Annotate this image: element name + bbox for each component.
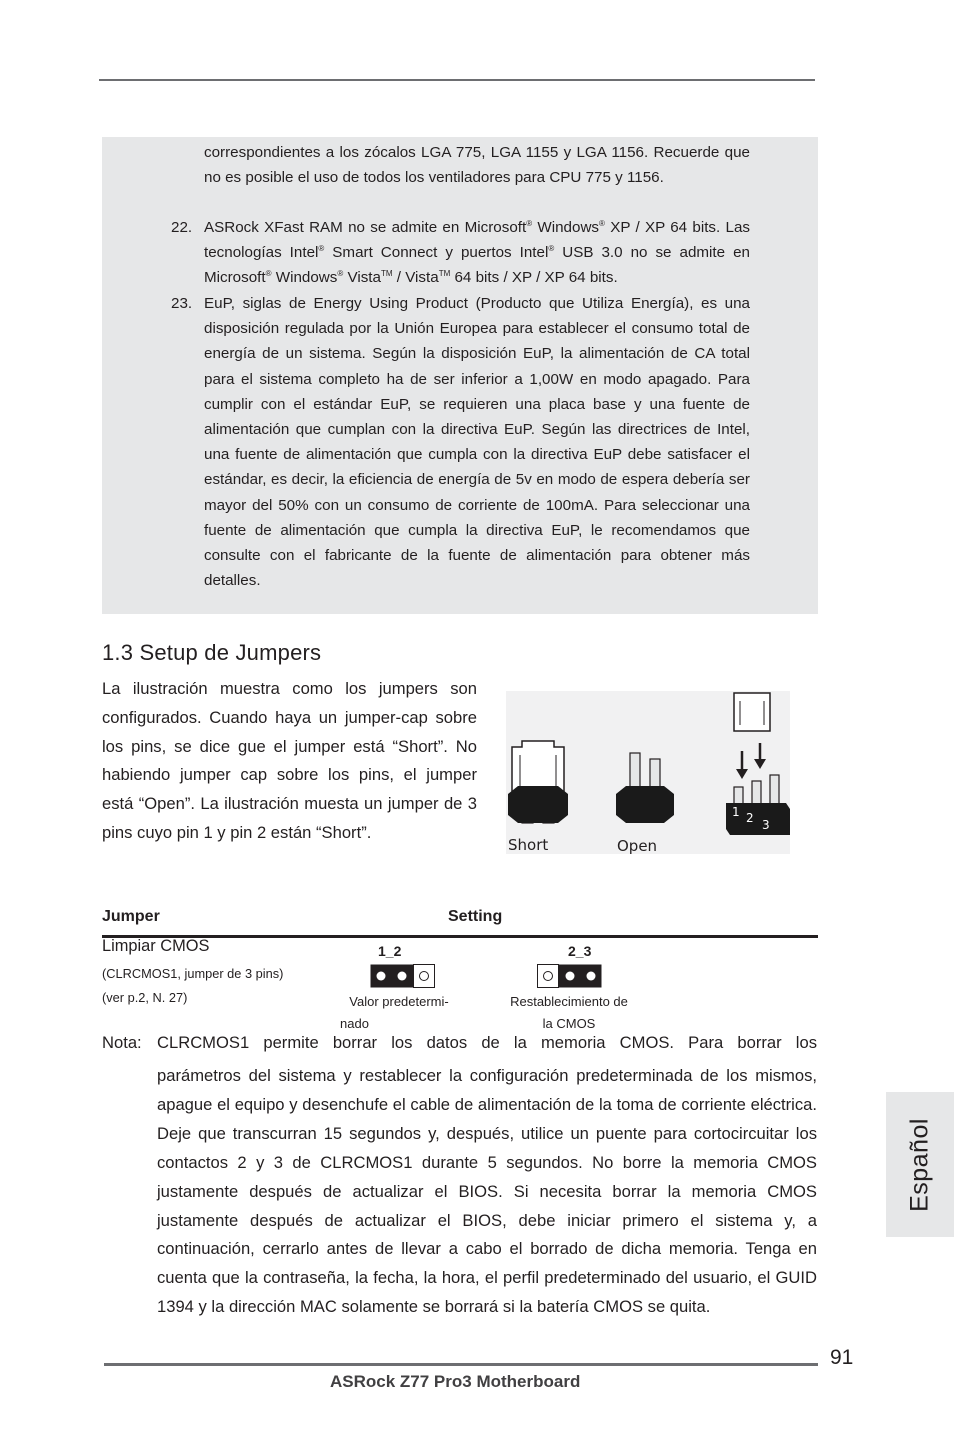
note-continuation: correspondientes a los zócalos LGA 775, LGA 1155 y LGA 1156. Recuerde que no es posible el uso de todos los ventiladores para CPU 775 y 1156.: [204, 144, 750, 187]
setting-2-label: 2_3: [568, 943, 592, 959]
nota-body: parámetros del sistema y restablecer la configuración predeterminada de los mismos, apague el equipo y desenchufe el cable de alimentación de la toma de corriente eléctrica. Deje que transcurran 15 segundos y, después, utilice un puente para cortocircuitar los contactos 2 y 3 de CLRCMOS1 durante 5 segundos. No borre la memoria CMOS justamente después de actualizar el BIOS. Si necesita borrar la memoria CMOS justamente después de actualizar el BIOS, debe iniciar primero el sistema y, a continuación, cerrarlo antes de llevar a cabo el borrado de dicha memoria. Tenga en cuenta que la contraseña, la fecha, la hora, el perfil predeterminado del usuario, el GUID 1394 y la dirección MAC solamente se borrará si la batería CMOS se quita.: [157, 1066, 817, 1317]
setting-1-pins: [370, 964, 436, 988]
pin-number: 3: [762, 818, 770, 832]
jumper-name: Limpiar CMOS: [102, 937, 210, 955]
note-23-number: 23.: [171, 295, 193, 312]
page-number: 91: [830, 1346, 854, 1369]
table-header-setting: Setting: [448, 908, 503, 925]
footer-rule: [104, 1363, 818, 1366]
jumper-illustration: [506, 691, 790, 854]
top-rule: [99, 79, 815, 81]
language-tab-label: Español: [905, 1117, 934, 1212]
table-header-jumper: Jumper: [102, 908, 160, 925]
notes-box: [102, 137, 818, 614]
setting-2-pins: [537, 964, 603, 988]
intro-paragraph: La ilustración muestra como los jumpers son configurados. Cuando haya un jumper-cap sobre los pins, se dice gue el jumper está “Short”. No habiendo jumper cap sobre los pins, el jumper está “Open”. La ilustración muesta un jumper de 3 pins cuyo pin 1 y pin 2 están “Short”.: [102, 679, 477, 842]
jumper-reference: (ver p.2, N. 27): [102, 990, 188, 1005]
note-22-text: ASRock XFast RAM no se admite en Microsoft® Windows® XP / XP 64 bits. Las tecnologías Intel® Smart Connect y puertos Intel® USB 3.0 no se admite en Microsoft® Windows® Vista™ / Vista™ 64 bits / XP / XP 64 bits.: [204, 219, 750, 287]
pin-number: 2: [746, 811, 754, 825]
note-23-text: EuP, siglas de Energy Using Product (Producto que Utiliza Energía), es una disposición regulada por la Unión Europea para establecer el consumo total de energía de un sistema. Según la disposición EuP, la alimentación de CA total para el sistema completo ha de ser inferior a 1,00W en modo apagado. Para cumplir con el estándar EuP, se requieren una placa base y una fuente de alimentación que cumplan con la directiva EuP. Según las directrices de Intel, una fuente de alimentación que cumpla con la directiva EuP debe satisfacer el estándar, es decir, la eficiencia de energía de 5v en modo de espera debería ser mayor del 50% con un consumo de corriente de 100mA. Para seleccionar una fuente de alimentación que cumpla la directiva EuP, le recomendamos que consulte con el fabricante de la fuente de alimentación para obtener más detalles.: [204, 295, 750, 590]
setting-1-label: 1_2: [378, 943, 402, 959]
nota-first-line: CLRCMOS1 permite borrar los datos de la memoria CMOS. Para borrar los: [157, 1033, 817, 1052]
short-label: Short: [508, 836, 549, 854]
pin-number: 1: [732, 805, 740, 819]
note-22-number: 22.: [171, 219, 193, 236]
open-label: Open: [617, 837, 658, 854]
jumper-description: (CLRCMOS1, jumper de 3 pins): [102, 966, 284, 981]
setting-2-caption: Restablecimiento de la CMOS: [510, 994, 628, 1031]
short-jumper-drawing: [508, 741, 568, 823]
nota-label: Nota:: [102, 1033, 142, 1052]
floating-jumper-cap: [734, 693, 770, 731]
footer-title: ASRock Z77 Pro3 Motherboard: [330, 1372, 581, 1391]
section-title: 1.3 Setup de Jumpers: [102, 640, 322, 665]
language-tab: [886, 1092, 954, 1237]
setting-1-caption: Valor predetermi- nado: [340, 994, 449, 1031]
